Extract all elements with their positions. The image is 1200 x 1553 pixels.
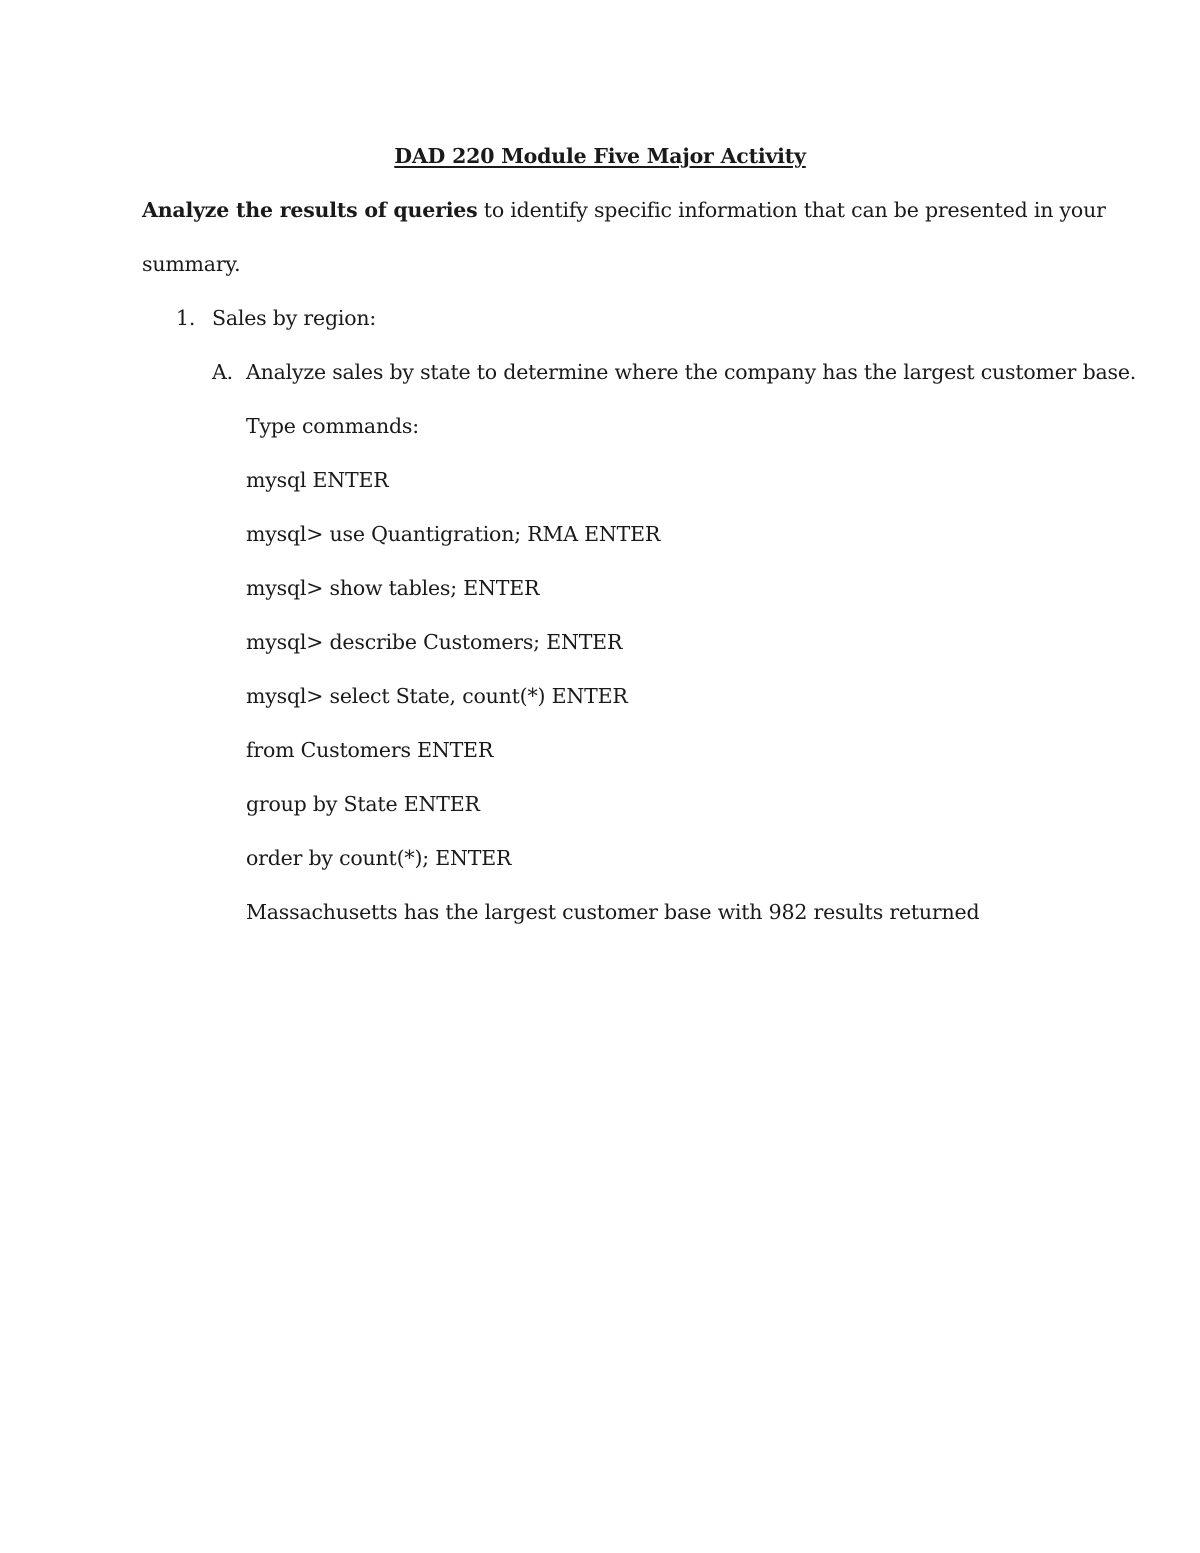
- list-item-1-number: 1.: [176, 306, 196, 330]
- command-line: mysql> describe Customers; ENTER: [246, 630, 623, 654]
- intro-bold-lead: Analyze the results of queries: [142, 198, 478, 222]
- result-statement: Massachusetts has the largest customer base with 982 results returned: [246, 900, 980, 924]
- command-line: Type commands:: [246, 414, 419, 438]
- intro-paragraph-line-2: summary.: [142, 252, 241, 276]
- command-line: mysql> show tables; ENTER: [246, 576, 540, 600]
- command-line: order by count(*); ENTER: [246, 846, 512, 870]
- sub-item-a-text: Analyze sales by state to determine where the company has the largest customer base.: [246, 360, 1137, 384]
- intro-text: to identify specific information that can be presented in your: [477, 198, 1106, 222]
- sub-item-a-letter: A.: [212, 360, 233, 384]
- command-line: mysql> use Quantigration; RMA ENTER: [246, 522, 661, 546]
- command-line: group by State ENTER: [246, 792, 480, 816]
- command-line: from Customers ENTER: [246, 738, 494, 762]
- command-line: mysql ENTER: [246, 468, 389, 492]
- list-item-1-label: Sales by region:: [212, 306, 377, 330]
- document-title: DAD 220 Module Five Major Activity: [394, 144, 806, 168]
- intro-paragraph-line-1: [142, 196, 1106, 224]
- command-line: mysql> select State, count(*) ENTER: [246, 684, 628, 708]
